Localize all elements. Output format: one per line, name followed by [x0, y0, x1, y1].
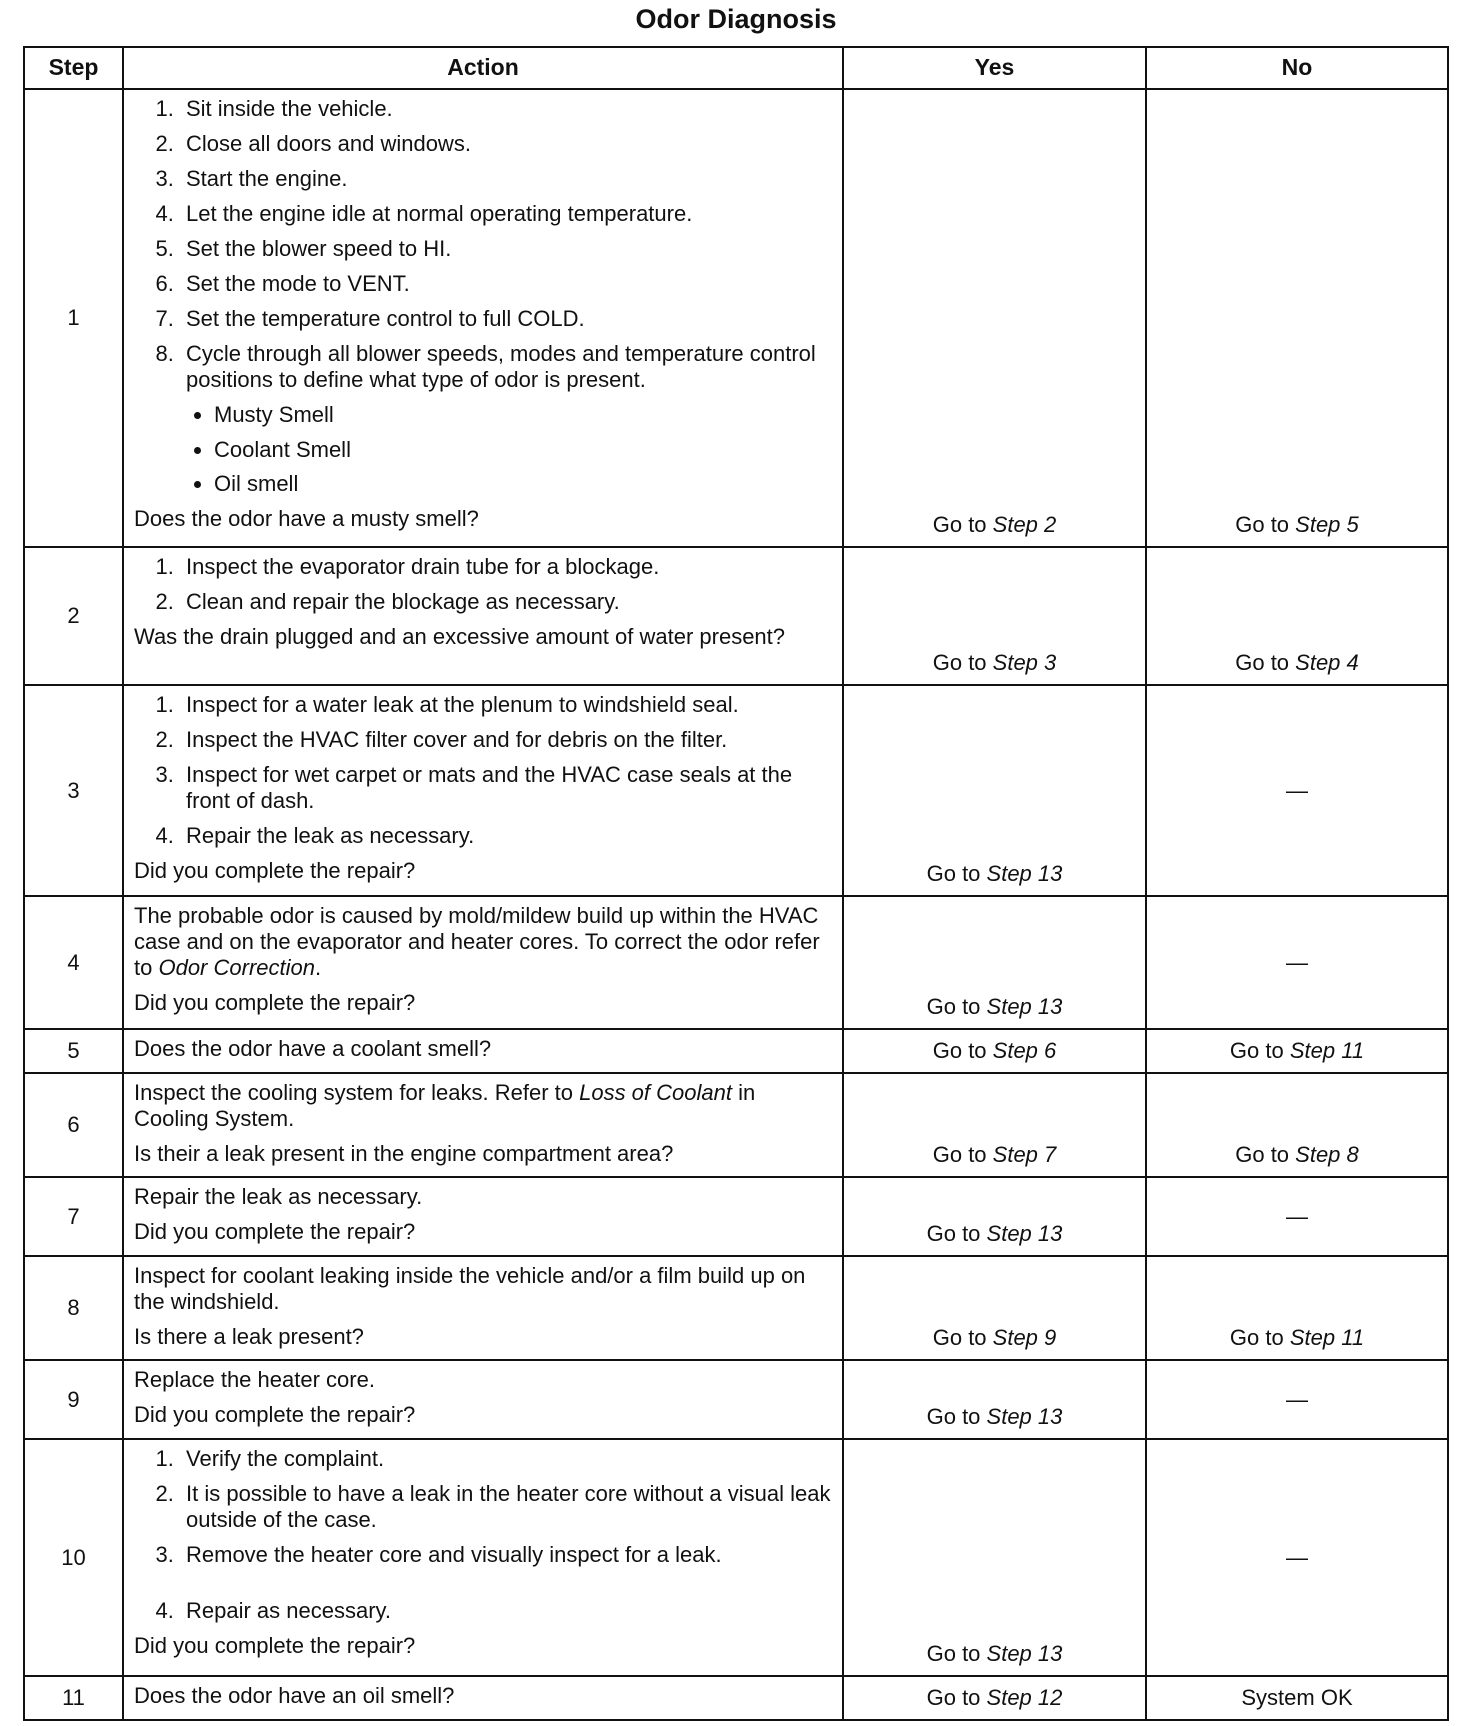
no-cell: —	[1146, 1177, 1448, 1256]
question: Did you complete the repair?	[134, 1218, 416, 1244]
list-item: • Oil smell	[214, 471, 832, 497]
action-cell	[123, 547, 843, 685]
question: Is there a leak present?	[134, 1323, 364, 1349]
table-row	[24, 1177, 1448, 1256]
goto-prefix: Go to	[932, 1142, 993, 1168]
list-item: 6. Set the mode to VENT.	[180, 271, 832, 297]
step-ref: Step 5	[1295, 512, 1359, 538]
reference-link: Odor Correction	[158, 954, 315, 980]
action-cell	[123, 1029, 843, 1073]
step-ref: Step 3	[992, 650, 1057, 676]
question: Did you complete the repair?	[134, 989, 416, 1015]
action-text	[134, 1080, 832, 1132]
action-cell	[123, 89, 843, 547]
table-row	[24, 1029, 1448, 1073]
step-ref: Step 13	[986, 994, 1063, 1020]
no-cell	[1146, 1029, 1448, 1073]
goto-prefix: Go to	[1229, 1038, 1290, 1064]
question: Does the odor have a coolant smell?	[134, 1036, 492, 1061]
step-ref: Step 13	[986, 1404, 1063, 1430]
yes-cell	[843, 896, 1146, 1029]
list-item: 3. Inspect for wet carpet or mats and the HVAC case seals at the front of dash.	[180, 762, 832, 814]
step-ref: Step 2	[992, 512, 1057, 538]
step-number: 10	[24, 1439, 123, 1676]
step-ref: Step 9	[992, 1325, 1057, 1351]
list-item: 7. Set the temperature control to full COLD.	[180, 306, 832, 332]
goto-prefix: Go to	[1235, 1142, 1296, 1168]
list-item: 1. Verify the complaint.	[180, 1446, 832, 1472]
yes-cell	[843, 89, 1146, 547]
header-yes: Yes	[843, 47, 1146, 89]
step-ref: Step 13	[986, 861, 1063, 887]
action-cell	[123, 1676, 843, 1720]
action-text-end: .	[314, 954, 322, 980]
action-cell	[123, 1073, 843, 1177]
step-ref: Step 7	[992, 1142, 1057, 1168]
step-number: 1	[24, 89, 123, 547]
table-row	[24, 1360, 1448, 1439]
step-ref: Step 12	[986, 1685, 1063, 1711]
goto-prefix: Go to	[932, 1038, 993, 1064]
table-row	[24, 1439, 1448, 1676]
table-row	[24, 89, 1448, 547]
header-step: Step	[24, 47, 123, 89]
action-cell	[123, 1360, 843, 1439]
list-item: 3. Remove the heater core and visually inspect for a leak.	[180, 1542, 832, 1568]
table-row	[24, 685, 1448, 896]
goto-prefix: Go to	[932, 650, 993, 676]
yes-cell	[843, 1177, 1146, 1256]
action-text-end: in Cooling System.	[134, 1080, 756, 1131]
goto-prefix: Go to	[932, 512, 993, 538]
goto-prefix: Go to	[926, 1404, 987, 1430]
table-row	[24, 896, 1448, 1029]
goto-prefix: Go to	[926, 1221, 987, 1247]
goto-prefix: Go to	[1235, 650, 1296, 676]
step-number: 7	[24, 1177, 123, 1256]
no-cell: System OK	[1146, 1676, 1448, 1720]
step-ref: Step 11	[1289, 1038, 1365, 1064]
page-title: Odor Diagnosis	[635, 4, 837, 34]
action-text-start: The probable odor is caused by mold/mildew build up within the HVAC case and on the evaporator and heater cores. To correct the odor refer to	[134, 903, 820, 980]
step-number: 6	[24, 1073, 123, 1177]
yes-cell	[843, 685, 1146, 896]
goto-prefix: Go to	[932, 1325, 993, 1351]
action-cell	[123, 1256, 843, 1360]
action-text: Repair the leak as necessary.	[134, 1184, 423, 1209]
header-row	[24, 47, 1448, 89]
yes-cell	[843, 1029, 1146, 1073]
question: Did you complete the repair?	[134, 1401, 416, 1427]
table-row	[24, 1256, 1448, 1360]
step-number: 8	[24, 1256, 123, 1360]
reference-link: Loss of Coolant	[579, 1080, 732, 1105]
table-row	[24, 547, 1448, 685]
no-cell: —	[1146, 1360, 1448, 1439]
step-number: 5	[24, 1029, 123, 1073]
action-steps	[134, 554, 832, 615]
table-row	[24, 1073, 1448, 1177]
list-item: 4. Let the engine idle at normal operating temperature.	[180, 201, 832, 227]
list-item: 5. Set the blower speed to HI.	[180, 236, 832, 262]
action-cell	[123, 1439, 843, 1676]
yes-cell	[843, 1676, 1146, 1720]
yes-cell	[843, 1073, 1146, 1177]
action-text: Inspect for coolant leaking inside the vehicle and/or a film build up on the windshield.	[134, 1263, 806, 1314]
odor-types	[134, 402, 832, 498]
list-item: • Musty Smell	[214, 402, 832, 428]
step-ref: Step 13	[986, 1641, 1063, 1667]
question: Does the odor have an oil smell?	[134, 1683, 455, 1708]
action-text-start: Inspect the cooling system for leaks. Refer to	[134, 1080, 580, 1105]
step-ref: Step 6	[992, 1038, 1057, 1064]
no-cell	[1146, 547, 1448, 685]
yes-cell	[843, 1439, 1146, 1676]
action-cell	[123, 1177, 843, 1256]
no-cell: —	[1146, 1439, 1448, 1676]
question: Is their a leak present in the engine compartment area?	[134, 1140, 674, 1166]
odor-diagnosis-table	[23, 46, 1449, 1721]
action-cell	[123, 896, 843, 1029]
yes-cell	[843, 547, 1146, 685]
header-action: Action	[123, 47, 843, 89]
list-item: 1. Inspect for a water leak at the plenum to windshield seal.	[180, 692, 832, 718]
step-ref: Step 4	[1295, 650, 1359, 676]
action-text: Replace the heater core.	[134, 1367, 375, 1392]
action-steps	[134, 1446, 832, 1624]
action-steps	[134, 692, 832, 849]
no-cell: —	[1146, 685, 1448, 896]
step-number: 3	[24, 685, 123, 896]
list-item: 2. Inspect the HVAC filter cover and for debris on the filter.	[180, 727, 832, 753]
action-steps	[134, 96, 832, 393]
yes-cell	[843, 1360, 1146, 1439]
list-item: 1. Inspect the evaporator drain tube for a blockage.	[180, 554, 832, 580]
list-item: 1. Sit inside the vehicle.	[180, 96, 832, 122]
yes-cell	[843, 1256, 1146, 1360]
table-row	[24, 1676, 1448, 1720]
list-item: 2. It is possible to have a leak in the heater core without a visual leak outside of the case.	[180, 1481, 832, 1533]
step-number: 11	[24, 1676, 123, 1720]
header-no: No	[1146, 47, 1448, 89]
list-item: • Coolant Smell	[214, 437, 832, 463]
no-cell	[1146, 1256, 1448, 1360]
step-number: 2	[24, 547, 123, 685]
question: Did you complete the repair?	[134, 1632, 416, 1658]
question: Does the odor have a musty smell?	[134, 506, 479, 532]
action-text	[134, 903, 832, 981]
question: Did you complete the repair?	[134, 857, 416, 883]
list-item: 3. Start the engine.	[180, 166, 832, 192]
step-ref: Step 13	[986, 1221, 1063, 1247]
question: Was the drain plugged and an excessive amount of water present?	[134, 623, 786, 649]
goto-prefix: Go to	[1235, 512, 1296, 538]
goto-prefix: Go to	[926, 994, 987, 1020]
action-cell	[123, 685, 843, 896]
list-item: 2. Clean and repair the blockage as necessary.	[180, 589, 832, 615]
list-item: 4. Repair the leak as necessary.	[180, 823, 832, 849]
goto-prefix: Go to	[926, 1641, 987, 1667]
no-cell	[1146, 89, 1448, 547]
goto-prefix: Go to	[926, 861, 987, 887]
goto-prefix: Go to	[1229, 1325, 1290, 1351]
list-item: 8. Cycle through all blower speeds, modes and temperature control positions to define what type of odor is present.	[180, 341, 832, 393]
step-ref: Step 8	[1295, 1142, 1359, 1168]
step-number: 4	[24, 896, 123, 1029]
no-cell	[1146, 1073, 1448, 1177]
list-item: 4. Repair as necessary.	[180, 1598, 832, 1624]
list-item: 2. Close all doors and windows.	[180, 131, 832, 157]
step-ref: Step 11	[1289, 1325, 1365, 1351]
no-cell: —	[1146, 896, 1448, 1029]
goto-prefix: Go to	[926, 1685, 987, 1711]
step-number: 9	[24, 1360, 123, 1439]
